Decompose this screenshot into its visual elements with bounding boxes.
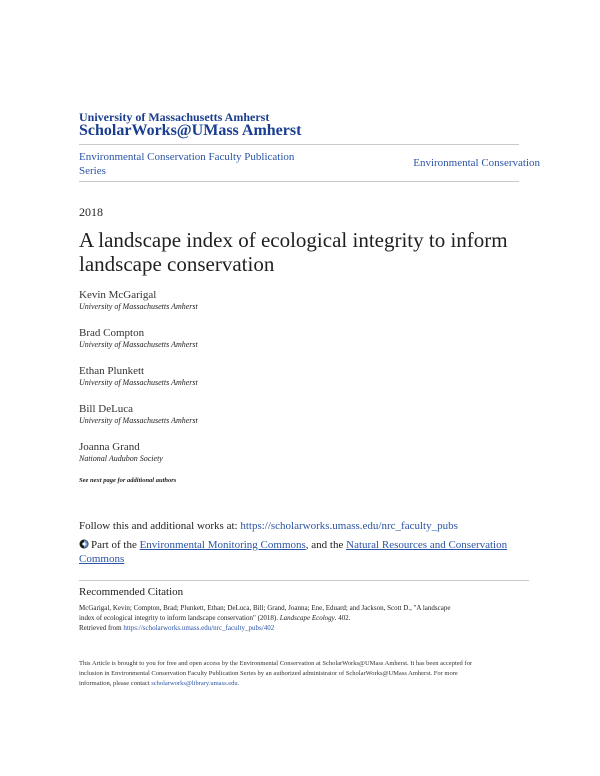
- author-affiliation: University of Massachusetts Amherst: [79, 340, 198, 349]
- recommended-citation-heading: Recommended Citation: [79, 580, 529, 598]
- author-entry: [79, 403, 479, 426]
- series-link-line1: Environmental Conservation Faculty Publication: [79, 151, 295, 163]
- author-entry: [79, 441, 479, 464]
- citation-line1: McGarigal, Kevin; Compton, Brad; Plunkett, Ethan; DeLuca, Bill; Grand, Joanna; Ene, Eduard; and Jackson, Scott D., "A landscape: [79, 604, 451, 612]
- department-link[interactable]: Environmental Conservation: [413, 157, 540, 169]
- citation-line2-end: . 402.: [334, 614, 351, 622]
- author-entry: [79, 327, 479, 350]
- retrieved-label: Retrieved from: [79, 624, 124, 632]
- author-list: [79, 289, 479, 479]
- series-link-line2: Series: [79, 165, 106, 177]
- disclaimer-line3-end: .: [237, 680, 240, 687]
- environmental-monitoring-commons-link[interactable]: Environmental Monitoring Commons: [139, 539, 306, 551]
- author-name: Kevin McGarigal: [79, 289, 157, 301]
- article-title-line1: A landscape index of ecological integrity to inform: [79, 228, 508, 252]
- citation-line3: [79, 623, 529, 633]
- author-entry: [79, 365, 479, 388]
- access-disclaimer: [79, 659, 534, 689]
- natural-resources-commons-link-cont[interactable]: Commons: [79, 553, 125, 565]
- commons-icon: [79, 539, 89, 549]
- part-of-mid: , and the: [305, 539, 347, 551]
- author-name: Brad Compton: [79, 327, 145, 339]
- disclaimer-line2: inclusion in Environmental Conservation Faculty Publication Series by an authorized administrator of ScholarWorks@UMass Amherst. For more: [79, 670, 458, 677]
- disclaimer-line3-start: information, please contact: [79, 680, 152, 687]
- follow-line: [79, 520, 539, 532]
- author-name: Ethan Plunkett: [79, 365, 145, 377]
- author-affiliation: National Audubon Society: [79, 454, 163, 463]
- author-name: Bill DeLuca: [79, 403, 134, 415]
- part-of-line: [79, 538, 529, 566]
- author-name: Joanna Grand: [79, 441, 140, 453]
- institution-name: University of Massachusetts Amherst: [79, 110, 270, 124]
- author-affiliation: University of Massachusetts Amherst: [79, 416, 198, 425]
- article-title: [79, 228, 529, 276]
- publication-year: 2018: [79, 205, 103, 219]
- natural-resources-commons-link[interactable]: Natural Resources and Conservation: [346, 539, 508, 551]
- article-title-line2: landscape conservation: [79, 252, 275, 276]
- series-link[interactable]: [79, 150, 319, 178]
- citation-text: [79, 603, 529, 633]
- repository-name[interactable]: ScholarWorks@UMass Amherst: [79, 122, 302, 139]
- part-of-prefix: Part of the: [91, 539, 140, 551]
- disclaimer-line1: This Article is brought to you for free and open access by the Environmental Conservation at ScholarWorks@UMass Amherst. It has been accepted for: [79, 660, 473, 667]
- author-affiliation: University of Massachusetts Amherst: [79, 378, 198, 387]
- contact-email-link[interactable]: scholarworks@library.umass.edu: [151, 680, 238, 687]
- citation-line2: [79, 613, 529, 623]
- journal-name: Landscape Ecology: [279, 614, 335, 622]
- author-entry: [79, 289, 479, 312]
- article-url-link[interactable]: https://scholarworks.umass.edu/nrc_faculty_pubs/402: [123, 624, 275, 632]
- disclaimer-line3: [79, 679, 534, 689]
- see-next-page-note: See next page for additional authors: [79, 477, 177, 484]
- collection-url-link[interactable]: https://scholarworks.umass.edu/nrc_faculty_pubs: [240, 520, 458, 532]
- author-affiliation: University of Massachusetts Amherst: [79, 302, 198, 311]
- citation-line2-start: index of ecological integrity to inform landscape conservation" (2018).: [79, 614, 280, 622]
- follow-label: Follow this and additional works at:: [79, 520, 241, 532]
